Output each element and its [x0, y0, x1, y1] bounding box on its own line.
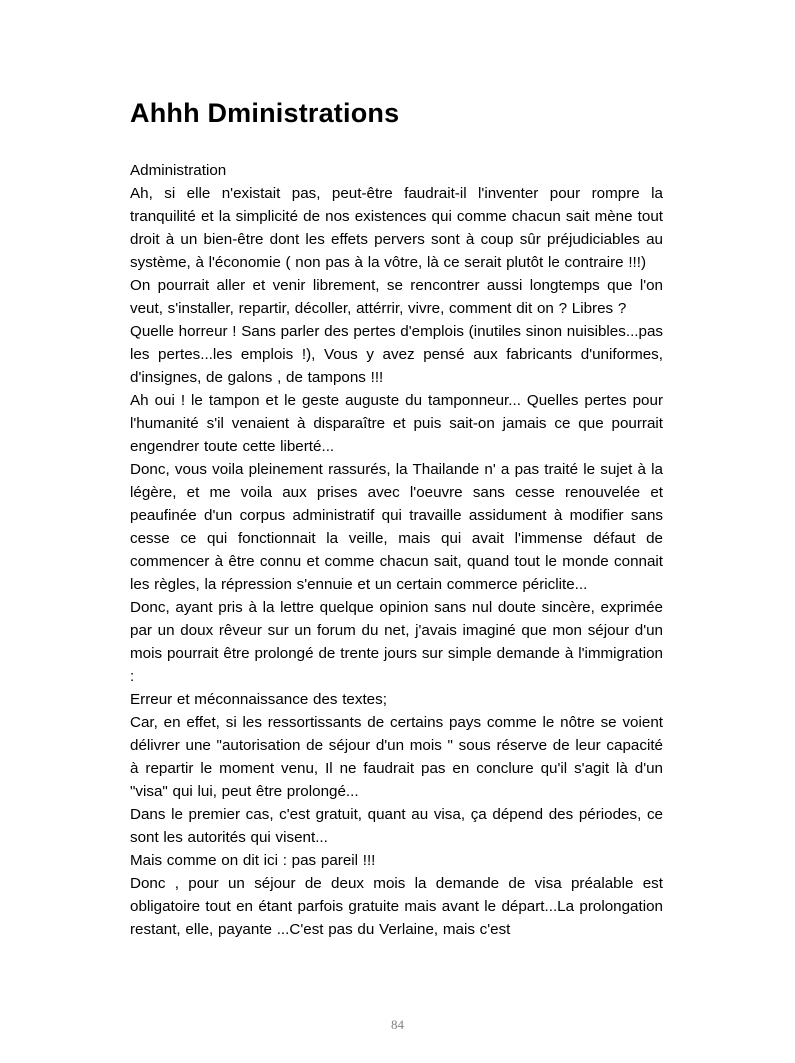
paragraph: Donc, vous voila pleinement rassurés, la Thailande n' a pas traité le sujet à la légère, et me voila aux prises avec l'oeuvre sans cesse renouvelée et peaufinée d'un corpus administratif qui travaille assidument à modifier sans cesse ce qui fonctionnait la veille, mais qui avait l'immense défaut de commencer à être connu et comme chacun sait, quand tout le monde connait les règles, la répression s'ennuie et un certain commerce périclite... [130, 461, 663, 593]
paragraph: Car, en effet, si les ressortissants de certains pays comme le nôtre se voient délivrer une "autorisation de séjour d'un mois " sous réserve de leur capacité à repartir le moment venu, Il ne faudrait pas en conclure qu'il s'agit là d'un "visa" qui lui, peut être prolongé... [130, 714, 663, 800]
paragraph: Donc , pour un séjour de deux mois la demande de visa préalable est obligatoire tout en étant parfois gratuite mais avant le départ...La prolongation restant, elle, payante ...C'est pas du Verlaine, mais c'est [130, 875, 663, 938]
body-text [130, 159, 663, 941]
paragraph: Ah, si elle n'existait pas, peut-être faudrait-il l'inventer pour rompre la tranquilité et la simplicité de nos existences qui comme chacun sait mène tout droit à un bien-être dont les effets pervers sont à coup sûr préjudiciables au système, à l'économie ( non pas à la vôtre, là ce serait plutôt le contraire !!!) [130, 185, 663, 271]
page-number: 84 [391, 1017, 404, 1032]
paragraph: Quelle horreur ! Sans parler des pertes d'emplois (inutiles sinon nuisibles...pas les pertes...les emplois !), Vous y avez pensé aux fabricants d'uniformes, d'insignes, de galons , de tampons !!! [130, 323, 663, 386]
paragraph: Administration [130, 162, 227, 179]
document-title: Ahhh Dministrations [130, 98, 400, 128]
paragraph: Mais comme on dit ici : pas pareil !!! [130, 852, 376, 869]
paragraph: Donc, ayant pris à la lettre quelque opinion sans nul doute sincère, exprimée par un doux rêveur sur un forum du net, j'avais imaginé que mon séjour d'un mois pourrait être prolongé de trente jours sur simple demande à l'immigration : [130, 599, 663, 685]
paragraph: Dans le premier cas, c'est gratuit, quant au visa, ça dépend des périodes, ce sont les autorités qui visent... [130, 806, 663, 846]
paragraph: Erreur et méconnaissance des textes; [130, 691, 387, 708]
page-content [130, 98, 663, 941]
paragraph: Ah oui ! le tampon et le geste auguste du tamponneur... Quelles pertes pour l'humanité s'il venaient à disparaître et puis sait-on jamais ce que pourrait engendrer toute cette liberté... [130, 392, 663, 455]
paragraph: On pourrait aller et venir librement, se rencontrer aussi longtemps que l'on veut, s'installer, repartir, décoller, attérrir, vivre, comment dit on ? Libres ? [130, 277, 663, 317]
